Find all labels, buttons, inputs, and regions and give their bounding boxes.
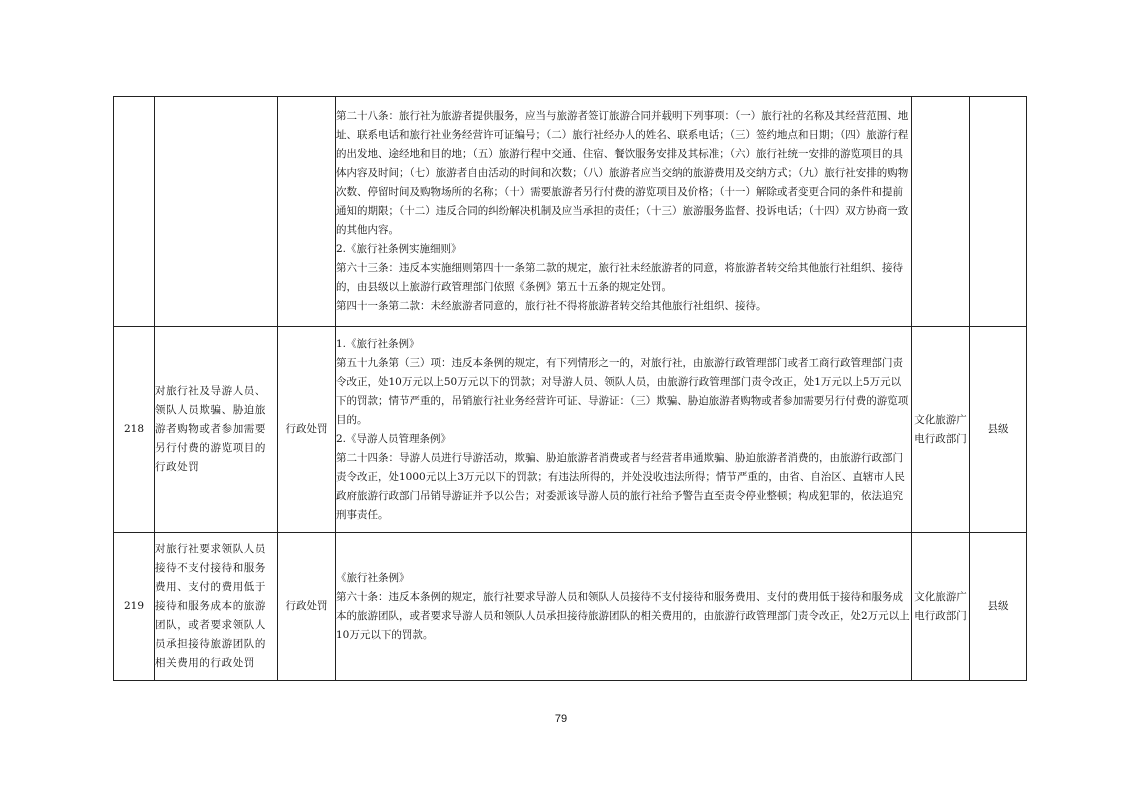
regulation-table [113,96,1027,681]
table-row [114,97,1027,327]
item-name: 对旅行社要求领队人员接待不支付接待和服务费用、支付的费用低于接待和服务成本的旅游团队，或者要求领队人员承担接待旅游团队的相关费用的行政处罚 [155,533,278,681]
item-number: 219 [114,533,155,681]
basis-paragraph: 第五十九条第（三）项：违反本条例的规定，有下列情形之一的，对旅行社，由旅游行政管理部门或者工商行政管理部门责令改正，处10万元以上50万元以下的罚款；对导游人员、领队人员，由旅游行政管理部门责令改正，处1万元以上5万元以下的罚款；情节严重的，吊销旅行社业务经营许可证、导游证：（三）欺骗、胁迫旅游者购物或者参加需要另行付费的游览项目的。 [336,356,909,426]
basis-paragraph: 第二十八条：旅行社为旅游者提供服务，应当与旅游者签订旅游合同并载明下列事项：（一）旅行社的名称及其经营范围、地址、联系电话和旅行社业务经营许可证编号；（二）旅行社经办人的姓名、联系电话；（三）签约地点和日期；（四）旅游行程的出发地、途经地和目的地；（五）旅游行程中交通、住宿、餐饮服务安排及其标准；（六）旅行社统一安排的游览项目的具体内容及时间；（七）旅游者自由活动的时间和次数；（八）旅游者应当交纳的旅游费用及交纳方式；（九）旅行社安排的购物次数、停留时间及购物场所的名称；（十）需要旅游者另行付费的游览项目及价格；（十一）解除或者变更合同的条件和提前通知的期限；（十二）违反合同的纠纷解决机制及应当承担的责任；（十三）旅游服务监督、投诉电话；（十四）双方协商一致的其他内容。 [336,110,909,236]
item-name: 对旅行社及导游人员、领队人员欺骗、胁迫旅游者购物或者参加需要另行付费的游览项目的行政处罚 [155,327,278,533]
basis-paragraph: 1.《旅行社条例》 [336,337,420,350]
legal-basis [336,97,912,327]
item-type: 行政处罚 [278,533,336,681]
item-type: 行政处罚 [278,327,336,533]
basis-paragraph: 第六十三条：违反本实施细则第四十一条第二款的规定，旅行社未经旅游者的同意，将旅游者转交给其他旅行社组织、接待的，由县级以上旅游行政管理部门依照《条例》第五十五条的规定处罚。 [336,262,903,293]
basis-paragraph: 第二十四条：导游人员进行导游活动，欺骗、胁迫旅游者消费或者与经营者串通欺骗、胁迫旅游者消费的，由旅游行政部门责令改正，处1000元以上3万元以下的罚款；有违法所得的，并处没收违法所得；情节严重的，由省、自治区、直辖市人民政府旅游行政部门吊销导游证并予以公告；对委派该导游人员的旅行社给予警告直至责令停业整顿；构成犯罪的，依法追究刑事责任。 [336,451,905,521]
basis-paragraph: 第四十一条第二款：未经旅游者同意的，旅行社不得将旅游者转交给其他旅行社组织、接待。 [336,300,767,312]
basis-paragraph: 2.《导游人员管理条例》 [336,432,452,445]
responsible-department: 文化旅游广电行政部门 [912,533,970,681]
basis-paragraph: 2.《旅行社条例实施细则》 [336,243,462,255]
administrative-level [970,97,1027,327]
item-number [114,97,155,327]
basis-paragraph: 《旅行社条例》 [336,571,410,584]
table-row [114,327,1027,533]
responsible-department: 文化旅游广电行政部门 [912,327,970,533]
administrative-level: 县级 [970,533,1027,681]
legal-basis [336,327,912,533]
page-number: 79 [554,713,568,725]
item-type [278,97,336,327]
responsible-department [912,97,970,327]
item-number: 218 [114,327,155,533]
basis-paragraph: 第六十条：违反本条例的规定，旅行社要求导游人员和领队人员接待不支付接待和服务费用、支付的费用低于接待和服务成本的旅游团队，或者要求导游人员和领队人员承担接待旅游团队的相关费用的，由旅游行政管理部门责令改正，处2万元以上10万元以下的罚款。 [336,590,910,641]
item-name [155,97,278,327]
administrative-level: 县级 [970,327,1027,533]
table-row [114,533,1027,681]
legal-basis [336,533,912,681]
